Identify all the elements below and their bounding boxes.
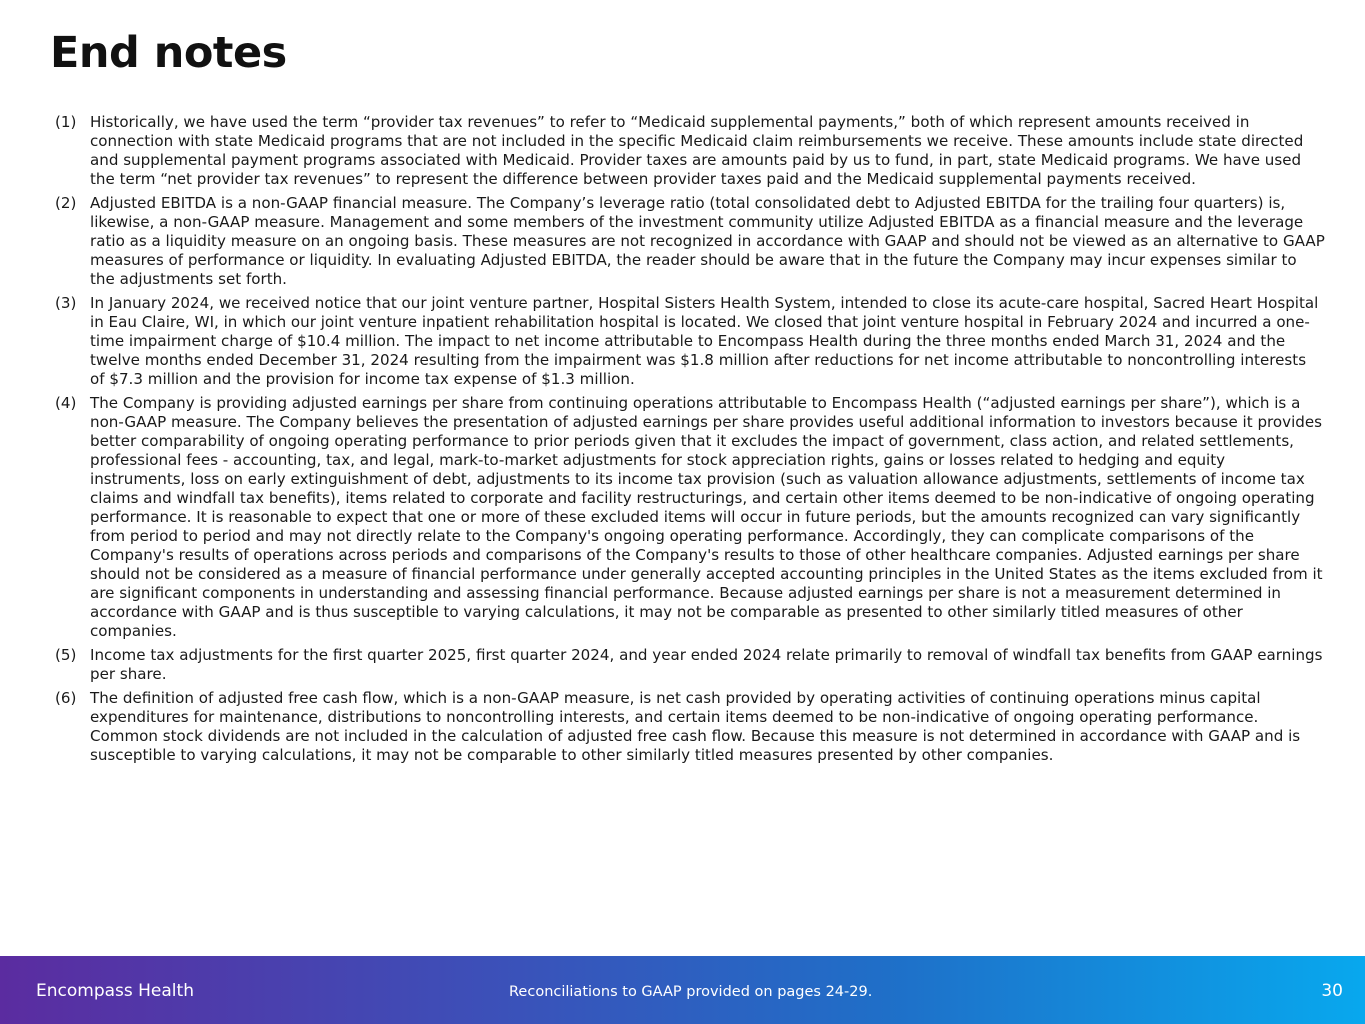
note-number: (6): [55, 689, 77, 707]
note-number: (2): [55, 194, 77, 212]
note-text: In January 2024, we received notice that our joint venture partner, Hospital Sisters Health System, intended to close its acute-care hospital, Sacred Heart Hospital in Eau Claire, WI, in which our joint venture inpatient rehabilitation hospital is located. We closed that joint venture hospital in February 2024 and incurred a one-time impairment charge of $10.4 million. The impact to net income attributable to Encompass Health during the three months ended March 31, 2024 and the twelve months ended December 31, 2024 resulting from the impairment was $1.8 million after reductions for net income attributable to noncontrolling interests of $7.3 million and the provision for income tax expense of $1.3 million.: [90, 294, 1319, 388]
page-number: 30: [1321, 981, 1343, 1001]
note-text: Adjusted EBITDA is a non-GAAP financial measure. The Company’s leverage ratio (total consolidated debt to Adjusted EBITDA for the trailing four quarters) is, likewise, a non-GAAP measure. Management and some members of the investment community utilize Adjusted EBITDA as a financial measure and the leverage ratio as a liquidity measure on an ongoing basis. These measures are not recognized in accordance with GAAP and should not be viewed as an alternative to GAAP measures of performance or liquidity. In evaluating Adjusted EBITDA, the reader should be aware that in the future the Company may incur expenses similar to the adjustments set forth.: [90, 194, 1325, 288]
note-number: (3): [55, 294, 77, 312]
note-number: (1): [55, 113, 77, 131]
note-text: Income tax adjustments for the first quarter 2025, first quarter 2024, and year ended 2024 relate primarily to removal of windfall tax benefits from GAAP earnings per share.: [90, 646, 1323, 683]
end-note-2: [55, 194, 1325, 289]
footer-reconciliation-note: Reconciliations to GAAP provided on pages 24-29.: [509, 984, 873, 1000]
note-text: Historically, we have used the term “provider tax revenues” to refer to “Medicaid supplemental payments,” both of which represent amounts received in connection with state Medicaid programs that are not included in the specific Medicaid claim reimbursements we receive. These amounts include state directed and supplemental payment programs associated with Medicaid. Provider taxes are amounts paid by us to fund, in part, state Medicaid programs. We have used the term “net provider tax revenues” to represent the difference between provider taxes paid and the Medicaid supplemental payments received.: [90, 113, 1304, 188]
footer-bar: [0, 956, 1365, 1024]
note-text: The Company is providing adjusted earnings per share from continuing operations attributable to Encompass Health (“adjusted earnings per share”), which is a non-GAAP measure. The Company believes the presentation of adjusted earnings per share provides useful additional information to investors because it provides better comparability of ongoing operating performance to prior periods given that it excludes the impact of government, class action, and related settlements, professional fees - accounting, tax, and legal, mark-to-market adjustments for stock appreciation rights, gains or losses related to hedging and equity instruments, loss on early extinguishment of debt, adjustments to its income tax provision (such as valuation allowance adjustments, settlements of income tax claims and windfall tax benefits), items related to corporate and facility restructurings, and certain other items deemed to be non-indicative of ongoing operating performance. It is reasonable to expect that one or more of these excluded items will occur in future periods, but the amounts recognized can vary significantly from period to period and may not directly relate to the Company's ongoing operating performance. Accordingly, they can complicate comparisons of the Company's results of operations across periods and comparisons of the Company's results to those of other healthcare companies. Adjusted earnings per share should not be considered as a measure of financial performance under generally accepted accounting principles in the United States as the items excluded from it are significant components in understanding and assessing financial performance. Because adjusted earnings per share is not a measurement determined in accordance with GAAP and is thus susceptible to varying calculations, it may not be comparable as presented to other similarly titled measures of other companies.: [90, 394, 1323, 640]
end-note-4: [55, 394, 1325, 641]
note-number: (5): [55, 646, 77, 664]
end-note-3: [55, 294, 1325, 389]
note-number: (4): [55, 394, 77, 412]
end-note-1: [55, 113, 1325, 189]
end-note-5: [55, 646, 1325, 684]
footer-brand-name: Encompass Health: [36, 981, 194, 1001]
end-notes-list: [55, 113, 1325, 770]
end-note-6: [55, 689, 1325, 765]
page-title: End notes: [50, 28, 287, 78]
note-text: The definition of adjusted free cash flow, which is a non-GAAP measure, is net cash provided by operating activities of continuing operations minus capital expenditures for maintenance, distributions to noncontrolling interests, and certain items deemed to be non-indicative of ongoing operating performance. Common stock dividends are not included in the calculation of adjusted free cash flow. Because this measure is not determined in accordance with GAAP and is susceptible to varying calculations, it may not be comparable to other similarly titled measures presented by other companies.: [90, 689, 1301, 764]
